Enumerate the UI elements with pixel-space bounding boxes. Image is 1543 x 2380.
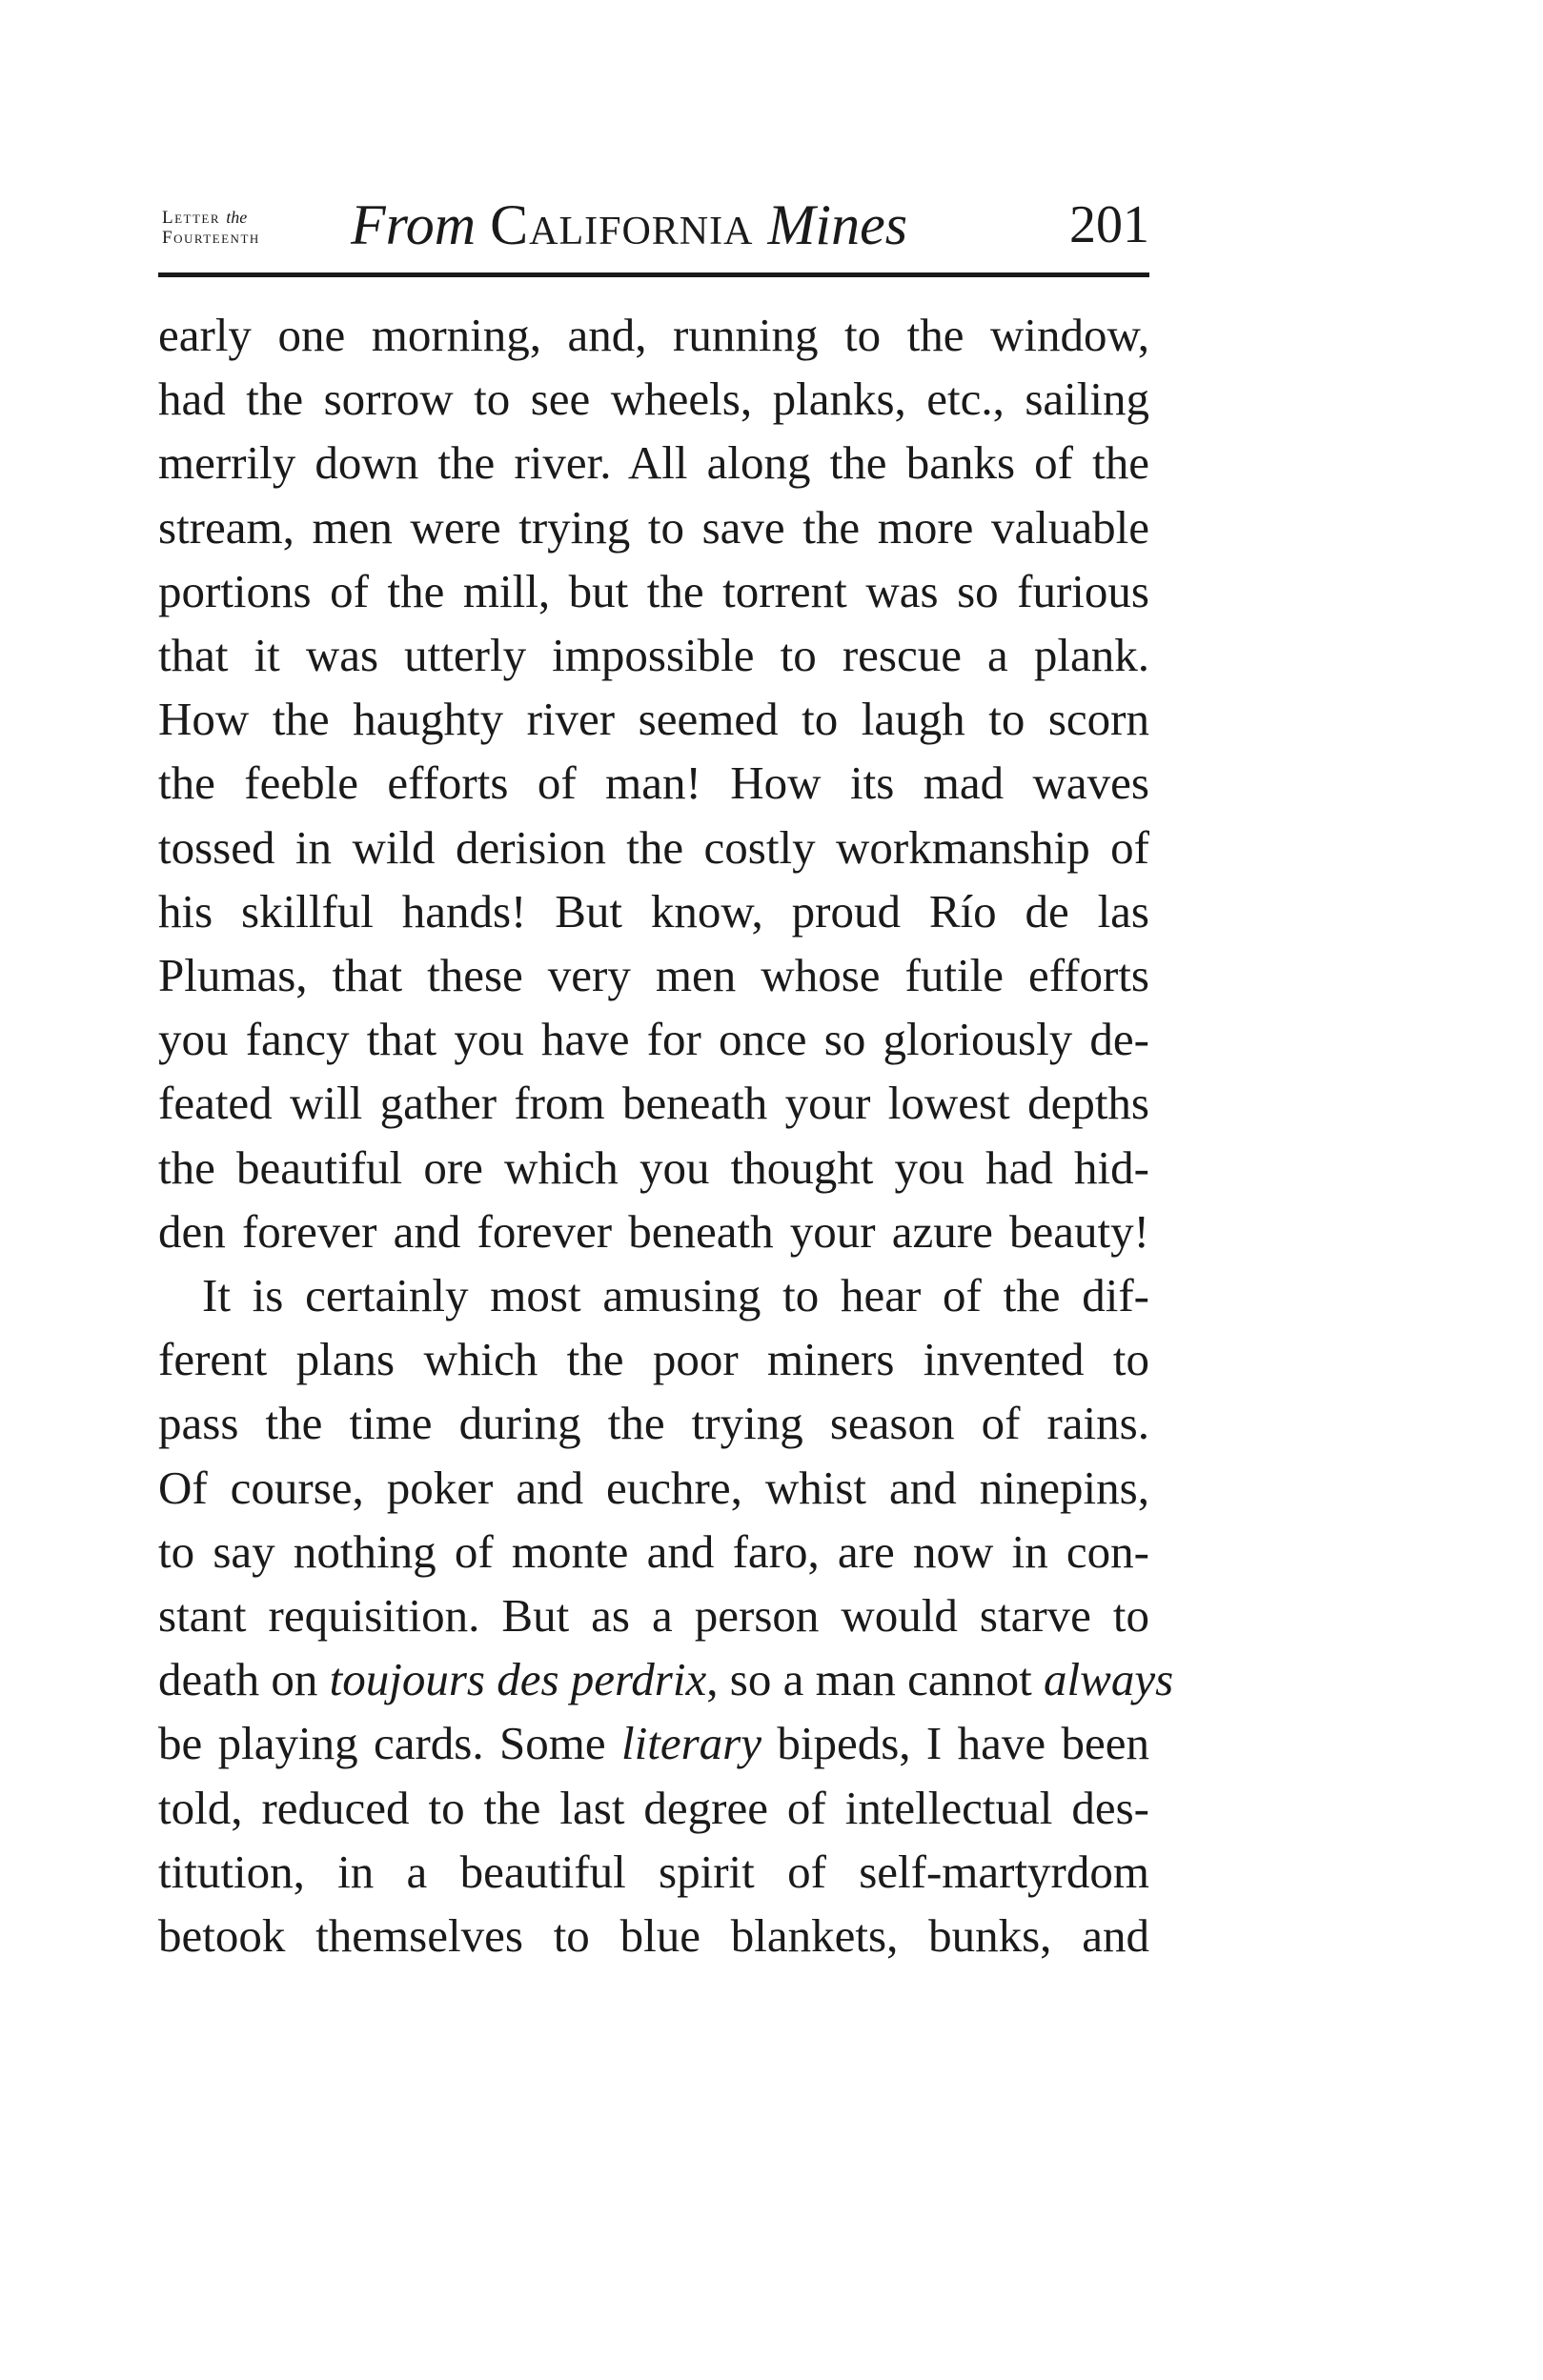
page-number: 201 (1069, 195, 1149, 254)
text-line: It is certainly most amusing to hear of the dif- (202, 1269, 1149, 1322)
italic-word: literary (621, 1717, 761, 1770)
italic-phrase: toujours des perdrix (329, 1653, 707, 1706)
text-segment: be playing cards. Some (158, 1717, 621, 1770)
body-text (158, 303, 1174, 1967)
text-segment: , so a man cannot (706, 1653, 1045, 1706)
running-head (158, 187, 1149, 272)
text-line: How the haughty river seemed to laugh to scorn (158, 693, 1149, 746)
text-line: titution, in a beautiful spirit of self-martyrdom (158, 1845, 1149, 1898)
running-title-from: From (351, 193, 477, 256)
text-line: stream, men were trying to save the more valuable (158, 500, 1149, 554)
text-line: you fancy that you have for once so gloriously de- (158, 1013, 1149, 1066)
paragraph-1 (158, 303, 1149, 1263)
text-line: ferent plans which the poor miners invented to (158, 1333, 1149, 1386)
text-line: merrily down the river. All along the banks of the (158, 436, 1149, 490)
text-segment: bipeds, I have been (761, 1717, 1149, 1770)
chapter-tag-fourteenth: Fourteenth (162, 228, 260, 248)
text-line: his skillful hands! But know, proud Río de las (158, 884, 1149, 938)
text-line: the feeble efforts of man! How its mad waves (158, 756, 1149, 810)
running-title (351, 187, 907, 263)
text-line: betook themselves to blue blankets, bunks, and (158, 1909, 1149, 1963)
text-line: den forever and forever beneath your azure beauty! (158, 1204, 1149, 1258)
text-line: Plumas, that these very men whose futile efforts (158, 949, 1149, 1002)
text-line: stant requisition. But as a person would starve to (158, 1589, 1149, 1643)
text-line: early one morning, and, running to the window, (158, 309, 1149, 361)
text-line: Of course, poker and euchre, whist and ninepins, (158, 1461, 1149, 1514)
text-line: that it was utterly impossible to rescue a plank. (158, 629, 1149, 682)
text-line: the beautiful ore which you thought you had hid- (158, 1140, 1149, 1194)
running-title-mines: Mines (767, 193, 908, 256)
text-line-with-italics (158, 1647, 1174, 1711)
running-title-california: California (490, 193, 754, 256)
paragraph-2 (158, 1263, 1174, 1967)
text-line: to say nothing of monte and faro, are now in con- (158, 1524, 1149, 1578)
header-rule (158, 272, 1149, 277)
text-line: portions of the mill, but the torrent was so furious (158, 564, 1149, 617)
text-line: feated will gather from beneath your lowest depths (158, 1077, 1149, 1130)
chapter-tag-letter: Letter (162, 208, 221, 228)
text-line: tossed in wild derision the costly workmanship of (158, 820, 1149, 874)
text-segment: death on (158, 1653, 330, 1706)
text-line-with-italics (158, 1711, 1149, 1775)
chapter-tag (162, 208, 260, 248)
text-line: had the sorrow to see wheels, planks, etc., sailing (158, 373, 1149, 426)
text-line: pass the time during the trying season of rains. (158, 1397, 1149, 1450)
italic-word: always (1044, 1653, 1174, 1706)
text-line: told, reduced to the last degree of intellectual des- (158, 1781, 1149, 1834)
chapter-tag-the: the (226, 208, 248, 227)
